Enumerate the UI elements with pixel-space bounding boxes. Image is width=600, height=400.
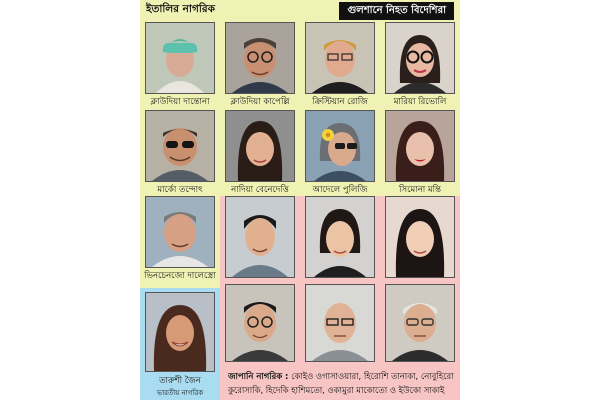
person-name: তারুশী জৈন [159,376,201,386]
portrait-man-grey-hair-icon [146,197,214,267]
portrait-photo [145,292,215,372]
person-name: সিমোনা মন্তি [399,185,441,195]
foreigners-killed-graphic [140,0,460,400]
japanese-citizens-label: জাপানি নাগরিক : [228,371,289,381]
italian-citizens-label: ইতালির নাগরিক [146,3,215,15]
portrait-photo [145,110,215,182]
person-name: ভিনচেনজো দালেস্ত্রো [144,271,216,281]
portrait-photo [385,284,455,362]
portrait-photo [225,284,295,362]
portrait-woman-long-hair-icon [386,197,454,277]
portrait-photo [225,22,295,94]
person-name: নাদিয়া বেনেদেত্তি [231,185,289,195]
portrait-older-man-glasses-icon [386,285,454,361]
portrait-photo [305,22,375,94]
portrait-woman-red-lips-icon [386,111,454,181]
person-name: আদেলে পুলিজি [312,185,368,195]
portrait-man-glasses-icon [226,23,294,93]
person-name: ক্লাউদিয়া দান্তোনা [150,97,210,107]
portrait-young-man-icon [226,197,294,277]
portrait-man-sunglasses-icon [146,111,214,181]
portrait-woman-dark-hair-icon [226,111,294,181]
person-name: ক্লাউদিয়া কাপেল্লি [230,97,290,107]
portrait-green-headscarf-icon [146,23,214,93]
person-name: মারিয়া রিভোলি [393,97,447,107]
person-name: মার্কো তন্দোৎ [157,185,203,195]
portrait-photo [145,196,215,268]
portrait-photo [225,110,295,182]
portrait-photo [385,196,455,278]
japanese-citizens-caption [228,369,456,397]
portrait-young-woman-smiling-icon [146,293,214,371]
portrait-bald-man-glasses-icon [306,285,374,361]
portrait-photo [305,284,375,362]
nationality-label: ভারতীয় নাগরিক [156,389,204,397]
portrait-photo [305,110,375,182]
portrait-man-glasses-dark-icon [226,285,294,361]
portrait-photo [385,110,455,182]
portrait-photo [385,22,455,94]
japanese-names-line-2: কুরোসাকি, হিদেকি হাশিমতো, ওকামুরা মাকোতো ও ইউকো সাকাই [228,385,445,395]
portrait-woman-short-hair-icon [306,197,374,277]
japanese-caption-line-1 [228,369,456,383]
graphic-title: গুলশানে নিহত বিদেশিরা [339,2,454,20]
portrait-photo [225,196,295,278]
portrait-woman-flower-icon [306,111,374,181]
person-name: ক্রিস্টিয়ান রোজি [312,97,368,107]
portrait-woman-glasses-icon [386,23,454,93]
portrait-blond-man-icon [306,23,374,93]
portrait-photo [145,22,215,94]
japanese-names-line-1: কোইও ওগাসাওয়ারা, হিরোশি তানাকা, নোবুহিরো [291,371,454,381]
portrait-photo [305,196,375,278]
